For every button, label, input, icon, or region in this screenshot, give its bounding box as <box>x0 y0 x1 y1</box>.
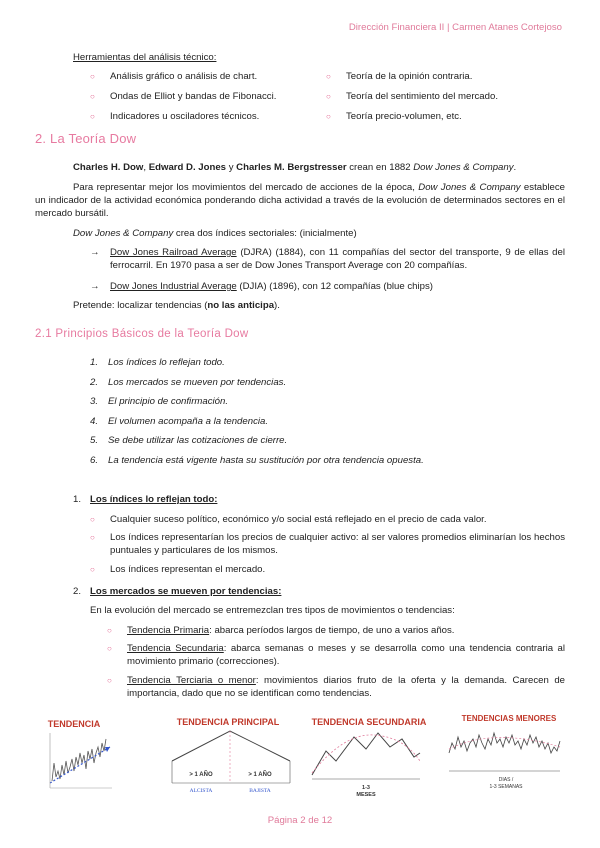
arrow-icon: → <box>90 281 100 292</box>
list-item: ○ Teoría de la opinión contraria. <box>326 71 473 82</box>
figure-title: TENDENCIA SECUNDARIA <box>311 717 427 727</box>
list-item: ○ Tendencia Primaria: abarca períodos largos de tiempo, de uno a varios años. <box>107 625 455 636</box>
list-item: 2. Los mercados se mueven por tendencias. <box>90 376 287 388</box>
svg-text:BAJISTA: BAJISTA <box>249 788 271 794</box>
figure-tendencia-secundaria <box>312 717 427 798</box>
list-item: ○ Tendencia Secundaria: abarca semanas o meses y se desarrolla como una tendencia contraria al movimiento primario (correcciones). <box>107 643 565 668</box>
figure-tendencias-menores <box>449 714 560 790</box>
figure-title: TENDENCIAS MENORES <box>461 714 557 723</box>
list-item: ○ Los índices representarían los precios de cualquier activo: al ser valores promedios eliminarían los hechos puntuales y particulares de los mismos. <box>90 532 565 557</box>
principle-2-intro: En la evolución del mercado se entremezclan tres tipos de movimientos o tendencias: <box>90 605 455 616</box>
page-header: Dirección Financiera II | Carmen Atanes Cortejoso <box>348 22 562 33</box>
svg-text:MESES: MESES <box>356 792 376 798</box>
list-item: ○ Tendencia Terciaria o menor: movimientos diarios fruto de la oferta y la demanda. Carecen de importancia, dado que no se identifican como tendencias. <box>107 674 565 699</box>
tools-title: Herramientas del análisis técnico: <box>73 52 217 63</box>
list-item: ○ Análisis gráfico o análisis de chart. <box>90 71 258 82</box>
list-item: 4. El volumen acompaña a la tendencia. <box>90 415 268 427</box>
list-item: ○ Cualquier suceso político, económico y/o social está reflejado en el precio de cada valor. <box>90 514 487 525</box>
svg-text:> 1 AÑO: > 1 AÑO <box>248 772 272 778</box>
principle-heading-1: 1. Los índices lo reflejan todo: <box>73 494 218 505</box>
figure-title: TENDENCIA PRINCIPAL <box>176 717 280 727</box>
figure-tendencia <box>48 719 112 788</box>
section-title: 2. La Teoría Dow <box>35 131 137 146</box>
svg-text:DIAS /: DIAS / <box>498 777 514 783</box>
figure-tendencia-principal <box>172 717 290 794</box>
page-footer: Página 2 de 12 <box>267 815 333 826</box>
paragraph-pretende: Pretende: localizar tendencias (no las anticipa). <box>73 300 280 311</box>
principle-1-list <box>90 513 565 576</box>
paragraph-indicator: Para representar mejor los movimientos del mercado de acciones de la época, Dow Jones & Company establece un indicador de la actividad económica ponderando dicha actividad a través de la evolución de determinados sectores en el mercado bursátil. <box>35 182 565 220</box>
svg-text:> 1 AÑO: > 1 AÑO <box>189 772 213 778</box>
list-item: ○ Ondas de Elliot y bandas de Fibonacci. <box>90 91 277 102</box>
trend-figures <box>44 713 564 798</box>
paragraph-indices: Dow Jones & Company crea dos índices sectoriales: (inicialmente) <box>73 228 357 239</box>
list-item: 5. Se debe utilizar las cotizaciones de cierre. <box>90 435 288 447</box>
tools-left-list <box>90 70 330 130</box>
arrow-icon: → <box>90 247 100 258</box>
index-item-djia: → Dow Jones Industrial Average (DJIA) (1896), con 12 compañías (blue chips) <box>90 281 433 292</box>
trend-list <box>107 624 565 700</box>
list-item: 3. El principio de confirmación. <box>90 396 228 408</box>
paragraph-founders: Charles H. Dow, Edward D. Jones y Charles M. Bergstresser crean en 1882 Dow Jones & Company. <box>73 162 517 173</box>
figure-title: TENDENCIA <box>47 719 101 729</box>
list-item: 6. La tendencia está vigente hasta su sustitución por otra tendencia opuesta. <box>90 454 424 466</box>
list-item: ○ Indicadores u osciladores técnicos. <box>90 111 260 122</box>
principles-list <box>90 356 550 474</box>
svg-text:1-3 SEMANAS: 1-3 SEMANAS <box>489 784 523 790</box>
svg-text:ALCISTA: ALCISTA <box>189 788 213 794</box>
subsection-title: 2.1 Principios Básicos de la Teoría Dow <box>35 328 249 340</box>
index-item-djra: → Dow Jones Railroad Average (DJRA) (1884), con 11 compañías del sector del transporte, 9 de ellas del ferrocarril. En 1970 pasa a ser de Dow Jones Transport Average con 20 compañías. <box>90 247 565 272</box>
list-item: 1. Los índices lo reflejan todo. <box>90 357 225 368</box>
list-item: ○ Teoría precio-volumen, etc. <box>326 111 462 122</box>
tools-right-list <box>326 70 566 130</box>
principle-heading-2: 2. Los mercados se mueven por tendencias: <box>73 586 282 597</box>
list-item: ○ Los índices representan el mercado. <box>90 563 266 575</box>
svg-text:1-3: 1-3 <box>362 785 370 791</box>
list-item: ○ Teoría del sentimiento del mercado. <box>326 91 498 102</box>
